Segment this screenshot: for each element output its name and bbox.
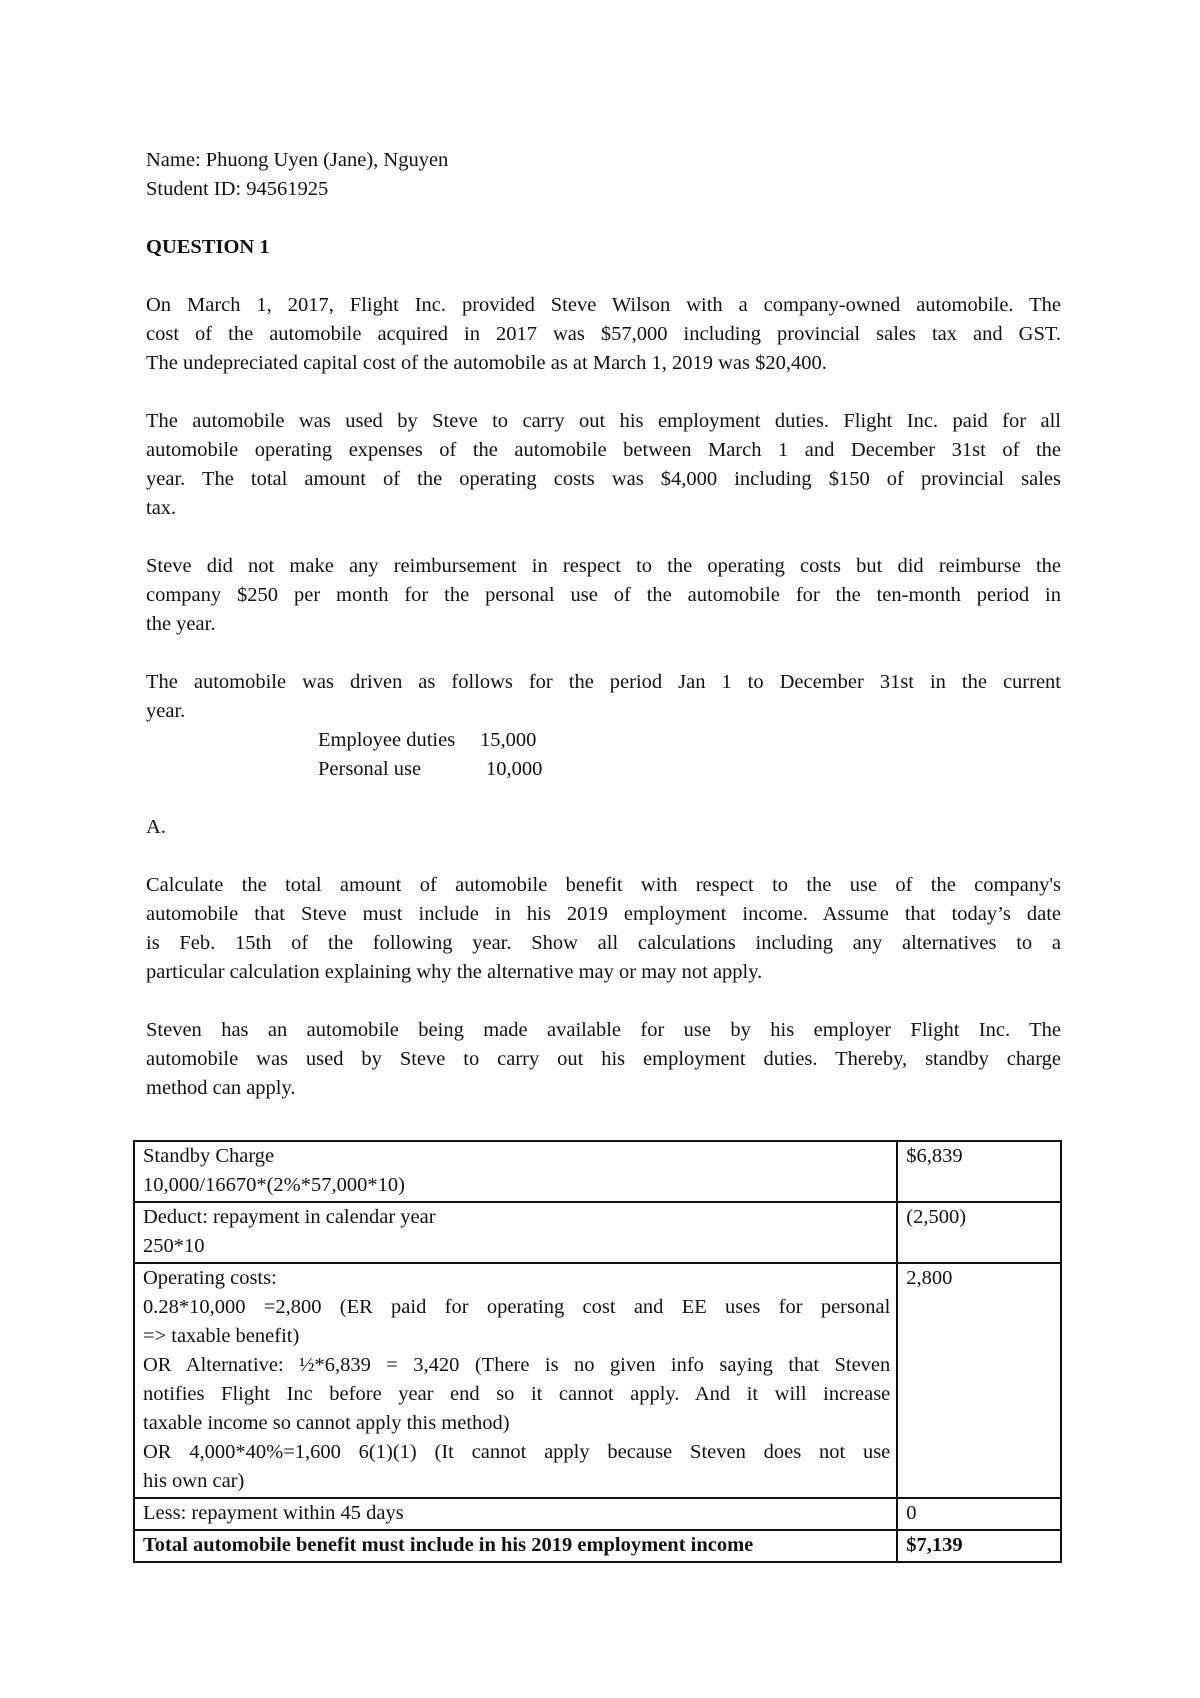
paragraph-2 bbox=[146, 407, 1061, 523]
paragraph-line: Steve did not make any reimbursement in respect to the operating costs but did reimburse the bbox=[146, 555, 1061, 577]
student-id: Student ID: 94561925 bbox=[146, 178, 329, 200]
table-row-standby bbox=[134, 1141, 1061, 1202]
cell-line: Deduct: repayment in calendar year bbox=[143, 1206, 436, 1228]
paragraph-line: is Feb. 15th of the following year. Show all calculations including any alternatives to a bbox=[146, 932, 1061, 954]
table-row-operating-costs bbox=[134, 1263, 1061, 1498]
student-name: Name: Phuong Uyen (Jane), Nguyen bbox=[146, 149, 449, 171]
paragraph-line: cost of the automobile acquired in 2017 was $57,000 including provincial sales tax and GST. bbox=[146, 323, 1061, 345]
table-cell-description bbox=[134, 1202, 897, 1263]
document-page bbox=[146, 146, 1061, 1103]
cell-line: his own car) bbox=[143, 1470, 245, 1492]
paragraph-4 bbox=[146, 668, 1061, 726]
mileage-value: 15,000 bbox=[480, 729, 537, 751]
table-cell-description bbox=[134, 1263, 897, 1498]
table-cell-amount: 2,800 bbox=[897, 1263, 1061, 1498]
mileage-label: Employee duties bbox=[318, 729, 456, 751]
question-title: QUESTION 1 bbox=[146, 236, 270, 258]
cell-line: 10,000/16670*(2%*57,000*10) bbox=[143, 1174, 405, 1196]
cell-line: 250*10 bbox=[143, 1235, 205, 1257]
table-cell-amount: $6,839 bbox=[897, 1141, 1061, 1202]
paragraph-1 bbox=[146, 291, 1061, 378]
table-cell-description: Total automobile benefit must include in his 2019 employment income bbox=[134, 1530, 897, 1562]
paragraph-line: The automobile was driven as follows for the period Jan 1 to December 31st in the current bbox=[146, 671, 1061, 693]
paragraph-line: method can apply. bbox=[146, 1077, 296, 1099]
cell-line: Operating costs: bbox=[143, 1267, 277, 1289]
cell-line: OR Alternative: ½*6,839 = 3,420 (There is no given info saying that Steven bbox=[143, 1354, 891, 1376]
paragraph-5 bbox=[146, 871, 1061, 987]
cell-line: OR 4,000*40%=1,600 6(1)(1) (It cannot apply because Steven does not use bbox=[143, 1441, 891, 1463]
table-cell-description bbox=[134, 1141, 897, 1202]
paragraph-line: company $250 per month for the personal use of the automobile for the ten-month period in bbox=[146, 584, 1061, 606]
table-cell-description: Less: repayment within 45 days bbox=[134, 1498, 897, 1530]
table-row-total bbox=[134, 1530, 1061, 1562]
paragraph-3 bbox=[146, 552, 1061, 639]
paragraph-line: year. bbox=[146, 700, 186, 722]
paragraph-line: automobile was used by Steve to carry out his employment duties. Thereby, standby charge bbox=[146, 1048, 1061, 1070]
part-label: A. bbox=[146, 816, 166, 838]
cell-line: notifies Flight Inc before year end so it cannot apply. And it will increase bbox=[143, 1383, 891, 1405]
paragraph-line: year. The total amount of the operating costs was $4,000 including $150 of provincial sales bbox=[146, 468, 1061, 490]
table-cell-amount: (2,500) bbox=[897, 1202, 1061, 1263]
table-cell-amount: $7,139 bbox=[897, 1530, 1061, 1562]
paragraph-line: automobile operating expenses of the automobile between March 1 and December 31st of the bbox=[146, 439, 1061, 461]
paragraph-line: tax. bbox=[146, 497, 177, 519]
paragraph-line: Steven has an automobile being made available for use by his employer Flight Inc. The bbox=[146, 1019, 1061, 1041]
table-cell-amount: 0 bbox=[897, 1498, 1061, 1530]
table-row-deduct bbox=[134, 1202, 1061, 1263]
cell-line: taxable income so cannot apply this method) bbox=[143, 1412, 510, 1434]
table-row-repayment-45-days bbox=[134, 1498, 1061, 1530]
mileage-value: 10,000 bbox=[486, 758, 543, 780]
cell-line: Standby Charge bbox=[143, 1145, 275, 1167]
benefit-calculation-table bbox=[133, 1140, 1062, 1563]
mileage-row-personal bbox=[318, 755, 1061, 784]
mileage-breakdown bbox=[146, 726, 1061, 784]
mileage-row-employee bbox=[318, 726, 1061, 755]
paragraph-line: The undepreciated capital cost of the automobile as at March 1, 2019 was $20,400. bbox=[146, 352, 827, 374]
paragraph-line: On March 1, 2017, Flight Inc. provided Steve Wilson with a company-owned automobile. The bbox=[146, 294, 1061, 316]
cell-line: 0.28*10,000 =2,800 (ER paid for operating cost and EE uses for personal bbox=[143, 1296, 891, 1318]
paragraph-line: Calculate the total amount of automobile benefit with respect to the use of the company's bbox=[146, 874, 1061, 896]
cell-line: => taxable benefit) bbox=[143, 1325, 300, 1347]
paragraph-line: The automobile was used by Steve to carry out his employment duties. Flight Inc. paid for all bbox=[146, 410, 1061, 432]
paragraph-line: the year. bbox=[146, 613, 216, 635]
paragraph-6 bbox=[146, 1016, 1061, 1103]
paragraph-line: automobile that Steve must include in his 2019 employment income. Assume that today’s date bbox=[146, 903, 1061, 925]
paragraph-line: particular calculation explaining why the alternative may or may not apply. bbox=[146, 961, 763, 983]
mileage-label: Personal use bbox=[318, 758, 422, 780]
